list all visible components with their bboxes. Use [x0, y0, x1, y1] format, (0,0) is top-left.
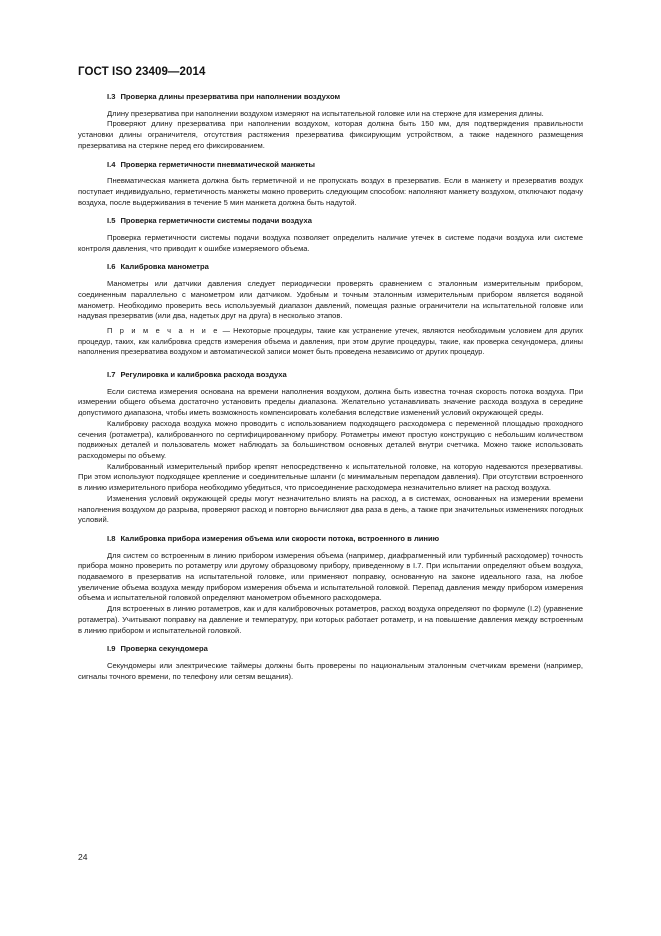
section-heading-i6: I.6 Калибровка манометра: [107, 262, 209, 272]
paragraph: Проверяют длину презерватива при наполнении воздухом, которая должна быть 150 мм, для подтверждения правильности установки длины ограничителя, отсутствия растяжения презерватива фиксирующим устройством, а также надежного размещения презерватива на стержне перед его фиксированием.: [78, 119, 583, 150]
paragraph: Пневматическая манжета должна быть герметичной и не пропускать воздух в презерватив. Если в манжету и презерватив воздух поступает индивидуально, герметичность манжеты можно проверить следующим способом: наполняют манжету воздухом, отключают подачу воздуха, после выдерживания в течение 5 мин манжета должна быть надутой.: [78, 176, 583, 207]
paragraph: Секундомеры или электрические таймеры должны быть проверены по национальным эталонным счетчикам времени (например, сигналы точного времени, по телефону или сетям вещания).: [78, 660, 583, 681]
paragraph: Изменения условий окружающей среды могут незначительно влиять на расход, а в системах, основанных на измерении времени наполнения воздухом до разрыва, проверяют расход и повторно вычисляют два раза в день, а также при значительных изменениях погодных условий.: [78, 493, 583, 525]
paragraph: Манометры или датчики давления следует периодически проверять сравнением с эталонным измерительным прибором, соединенным параллельно с манометром или датчиком. Удобным и точным эталонным измерительным прибором является водяной манометр. Необходимо проверить весь используемый диапазон давлений, помещая разные ограничители на испытательной головке или надувая презерватив (или два, надетых друг на друга) в несколько этапов.: [78, 279, 583, 321]
section-heading-i3: I.3 Проверка длины презерватива при наполнении воздухом: [107, 92, 341, 101]
section-heading-i8: I.8 Калибровка прибора измерения объема или скорости потока, встроенного в линию: [107, 533, 440, 543]
section-heading-i5: I.5 Проверка герметичности системы подачи воздуха: [107, 216, 312, 226]
document-header: ГОСТ ISO 23409—2014: [78, 66, 206, 78]
paragraph: Проверка герметичности системы подачи воздуха позволяет определить наличие утечек в системе подачи воздуха или системе контроля давления, что приводит к ошибке измеряемого объема.: [78, 233, 583, 253]
note: [78, 326, 583, 358]
note-text: — Некоторые процедуры, такие как устранение утечек, являются необходимым условием для других процедур, таких, как калибровка средств измерения объема и давления, при этом другие процедуры, такие, как проверка секундомера, длины наполнения презерватива воздухом и автоматической записи может быть проведена независимо от других процедур.: [78, 325, 583, 357]
paragraph: Калибровку расхода воздуха можно проводить с использованием подходящего расходомера с переменной площадью проходного сечения (ротаметра), калиброванного по сертифицированному прибору. Ротаметры имеют простую конструкцию с небольшим количеством подвижных деталей и пользователь может наблюдать за большинством основных деталей внутри счетчика. Можно также использовать расходомеры по объему.: [78, 418, 583, 460]
page-number: 24: [78, 852, 88, 862]
note-label: П р и м е ч а н и е: [107, 325, 220, 335]
section-heading-i9: I.9 Проверка секундомера: [107, 644, 208, 654]
paragraph: Для систем со встроенным в линию прибором измерения объема (например, диафрагменный или турбинный расходомер) точность прибора можно проверить по ротаметру или другому образцовому прибору, приведенному в I.7. При испытании определяют объем воздуха, подаваемого в презерватив на испытательной головке, или применяют поправку, основанную на законе идеального газа, на любое увеличение объема воздуха между прибором измерения объема и испытательной головкой. Перепад давления между прибором измерения объема и испытательной головкой определяют манометром объемного расходомера.: [78, 550, 583, 603]
document-body: [78, 92, 583, 682]
section-heading-i7: I.7 Регулировка и калибровка расхода воздуха: [107, 370, 287, 380]
section-heading-i4: I.4 Проверка герметичности пневматической манжеты: [107, 159, 315, 169]
paragraph: Калиброванный измерительный прибор крепят непосредственно к испытательной головке, на которую надеваются презервативы. При этом используют подходящее крепление и соединительные шланги (с минимальным перепадом давления). При отсутствии встроенного в линию измерительного прибора необходимо убедиться, что присоединение расходомера незначительно влияет на расход воздуха.: [78, 461, 583, 493]
paragraph: Если система измерения основана на времени наполнения воздухом, должна быть известна точная скорость потока воздуха. При измерении общего объема достаточно установить пределы диапазона. Желательно устанавливать значение расхода воздуха в середине допустимого диапазона, чтобы иметь возможность компенсировать колебания вследствие изменений условий окружающей среды.: [78, 386, 583, 418]
paragraph: Для встроенных в линию ротаметров, как и для калибровочных ротаметров, расход воздуха определяют по формуле (I.2) (уравнение ротаметра). Учитывают поправку на давление и температуру, при которых работает ротаметр, и на повышение давления между встроенным в линию прибором и испытательной головкой.: [78, 604, 583, 635]
paragraph: Длину презерватива при наполнении воздухом измеряют на испытательной головке или на стержне для измерения длины.: [107, 108, 544, 118]
